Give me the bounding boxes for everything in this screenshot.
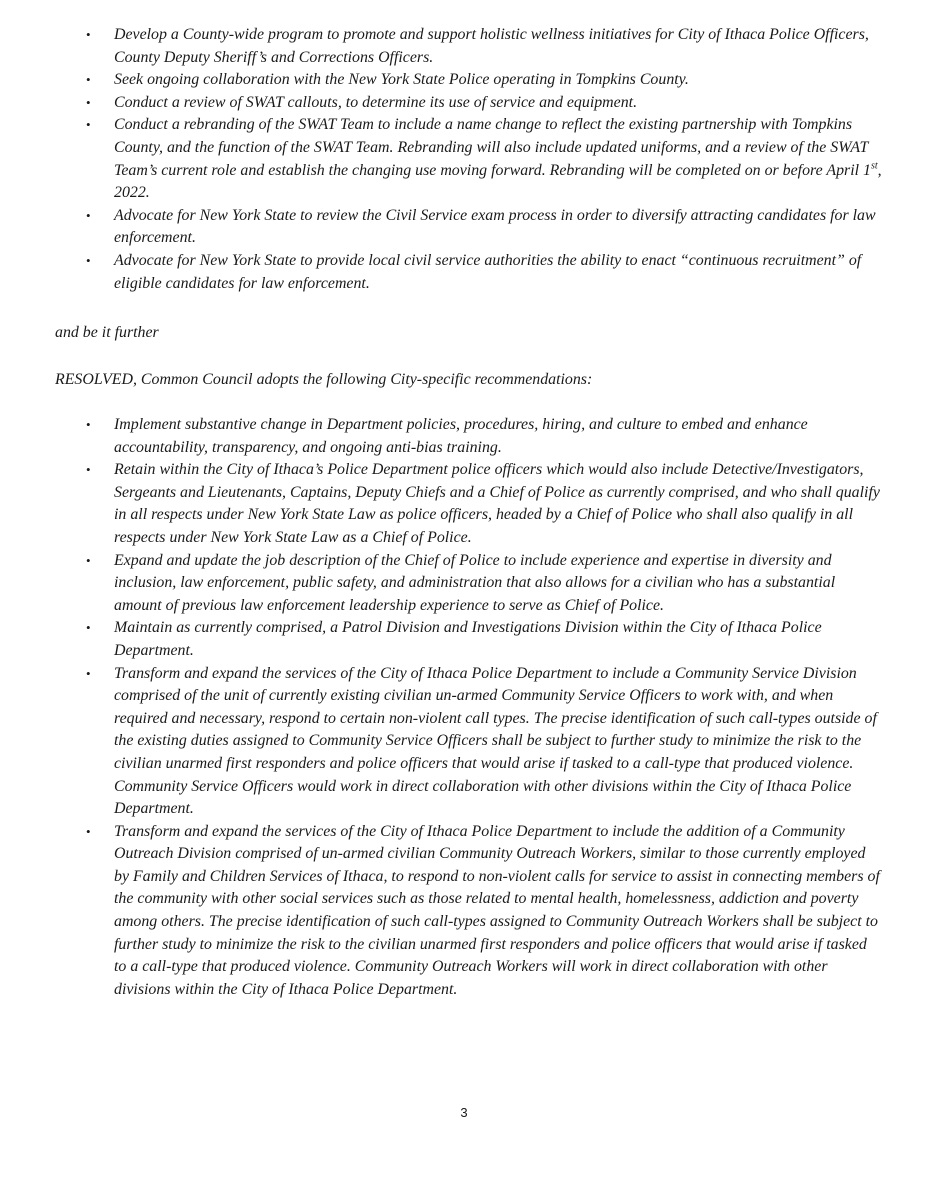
list-item: • Expand and update the job description of the Chief of Police to include experience and expertise in diversity and inclusion, law enforcement, public safety, and administration that also allows for a civilian who has a substantial amount of previous law enforcement leadership experience to serve as Chief of Police. (86, 551, 836, 614)
resolved-paragraph: RESOLVED, Common Council adopts the following City-specific recommendations: (55, 371, 593, 388)
bullet-icon: • (86, 94, 91, 110)
list-item: • Retain within the City of Ithaca’s Police Department police officers which would also include Detective/Investigators, Sergeants and Lieutenants, Captains, Deputy Chiefs and a Chief of Police as currently comprised, and who shall qualify in all respects under New York State Law as police officers, headed by a Chief of Police who shall also qualify in all respects under New York State Law as a Chief of Police. (86, 461, 880, 546)
list-item: • Transform and expand the services of the City of Ithaca Police Department to include the addition of a Community Outreach Division comprised of un-armed civilian Community Outreach Workers, similar to those currently employed by Family and Children Services of Ithaca, to respond to non-violent calls for service to assist in connecting members of the community with other social services such as those related to mental health, homelessness, addiction and poverty among others. The precise identification of such call-types assigned to Community Outreach Workers shall be subject to further study to minimize the risk to the civilian unarmed first responders and police officers that would arise if tasked to a call-type that produced violence. Community Outreach Workers will work in direct collaboration with other divisions within the City of Ithaca Police Department. (86, 822, 880, 998)
list-item: • Conduct a rebranding of the SWAT Team to include a name change to reflect the existing partnership with Tompkins County, and the function of the SWAT Team. Rebranding will also include updated uniforms, and a review of the SWAT Team’s current role and establish the changing use moving forward. Rebranding will be completed on or before April 1st, 2022. (86, 116, 882, 202)
bullet-icon: • (86, 665, 91, 681)
bullet-icon: • (86, 27, 91, 42)
list-item: • Advocate for New York State to review the Civil Service exam process in order to diversify attracting candidates for law enforcement. (86, 206, 876, 247)
bullet-icon: • (86, 72, 91, 88)
bullet-icon: • (86, 207, 91, 223)
list-item: • Transform and expand the services of the City of Ithaca Police Department to include a Community Service Division comprised of the unit of currently existing civilian un-armed Community Service Officers to work with, and when required and necessary, respond to certain non-violent call types. The precise identification of such call-types outside of the existing duties assigned to Community Service Officers shall be subject to further study to minimize the risk to the civilian unarmed first responders and police officers that would arise if tasked to a call-type that produced violence. Community Service Officers would work in direct collaboration with other divisions within the City of Ithaca Police Department. (86, 664, 877, 818)
bullet-list-county (86, 24, 882, 295)
further-paragraph: and be it further (55, 324, 159, 341)
list-item: • Implement substantive change in Department policies, procedures, hiring, and culture to embed and enhance accountability, transparency, and ongoing anti-bias training. (86, 416, 808, 456)
bullet-icon: • (86, 620, 91, 636)
list-item: • Maintain as currently comprised, a Patrol Division and Investigations Division within the City of Ithaca Police Department. (86, 619, 822, 659)
list-item: • Develop a County-wide program to promote and support holistic wellness initiatives for City of Ithaca Police Officers, County Deputy Sheriff’s and Corrections Officers. (86, 26, 869, 66)
bullet-icon: • (86, 462, 91, 478)
list-item: • Advocate for New York State to provide local civil service authorities the ability to enact “continuous recruitment” of eligible candidates for law enforcement. (86, 251, 862, 292)
bullet-list-city (86, 414, 882, 1001)
bullet-icon: • (86, 417, 91, 432)
list-item: • Seek ongoing collaboration with the New York State Police operating in Tompkins County. (114, 69, 882, 92)
bullet-icon: • (86, 117, 91, 133)
bullet-icon: • (86, 823, 91, 839)
bullet-icon: • (86, 252, 91, 268)
page-number: 3 (460, 1105, 468, 1120)
bullet-icon: • (86, 552, 91, 568)
list-item: • Conduct a review of SWAT callouts, to determine its use of service and equipment. (114, 92, 882, 115)
